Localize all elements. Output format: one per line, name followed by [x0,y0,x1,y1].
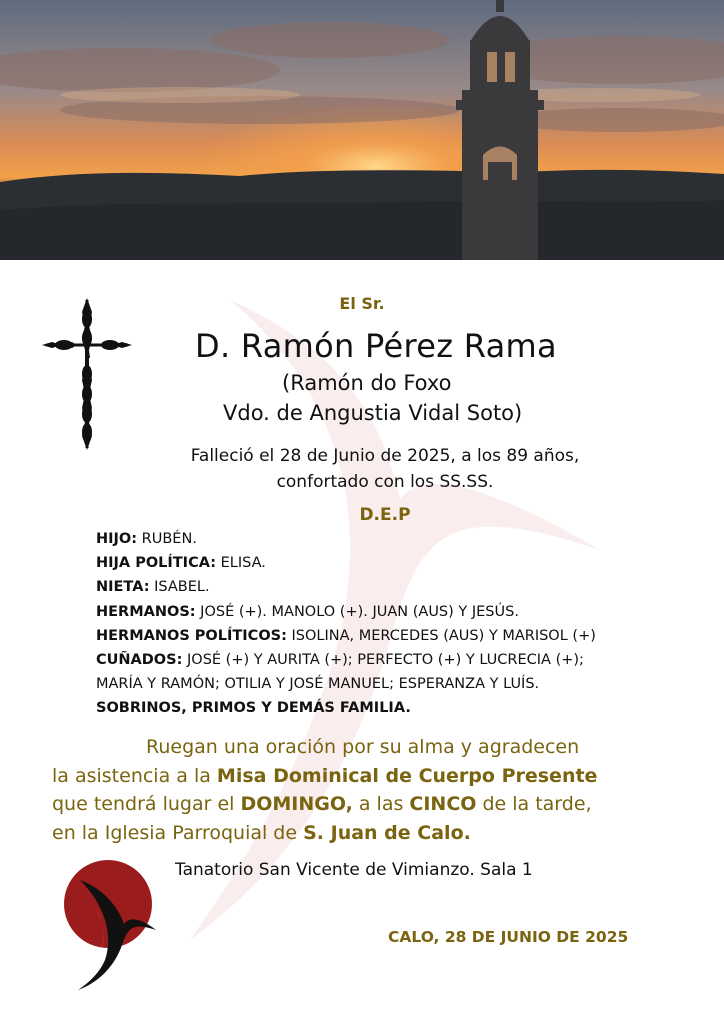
death-info [0,443,724,495]
widower-of: Vdo. de Angustia Vidal Soto) [223,401,523,425]
prayer-line-1: Ruegan una oración por su alma y agradecen [146,736,580,758]
death-line-1: Falleció el 28 de Junio de 2025, a los 89 años, [190,446,580,466]
relative-value: ISABEL. [149,579,210,596]
relative-value: RUBÉN. [137,531,197,547]
mass-hour: CINCO [409,793,477,815]
bird-logo [60,860,160,992]
relative-value: JOSÉ (+) Y AURITA (+); PERFECTO (+) Y LUCRECIA (+); [182,652,584,669]
relative-label: SOBRINOS, PRIMOS Y DEMÁS FAMILIA. [96,700,411,717]
relative-value: ISOLINA, MERCEDES (AUS) Y MARISOL (+) [286,627,596,644]
header-photo [0,0,724,260]
prayer-text-part: en la Iglesia Parroquial de [52,821,304,844]
relative-row [96,575,696,599]
relative-row [96,648,696,672]
prayer-text-part: la asistencia a la [52,764,217,787]
relative-row [96,600,696,624]
deceased-name: D. Ramón Pérez Rama [195,327,557,365]
relative-row [96,624,696,648]
dep-label: D.E.P [359,505,411,525]
cross-icon [42,298,132,450]
relative-row [96,527,696,551]
relative-label: CUÑADOS: [96,652,183,669]
death-line-2: confortado con los SS.SS. [276,472,494,492]
mass-type: Misa Dominical de Cuerpo Presente [216,764,598,787]
relatives-list [96,527,696,721]
relative-label: HERMANOS POLÍTICOS: [96,627,287,644]
place-date: CALO, 28 DE JUNIO DE 2025 [388,928,629,946]
prayer-text-part: que tendrá lugar el [52,793,241,815]
prayer-text-part: de la tarde, [476,793,592,815]
relative-label: HIJA POLÍTICA: [96,555,217,572]
prayer-text [52,733,692,847]
prayer-line-2 [52,762,692,791]
funeral-home: Tanatorio San Vicente de Vimianzo. Sala 1 [175,860,533,880]
relative-row [96,696,696,720]
prayer-line-4 [52,819,692,848]
relative-label: HIJO: [96,531,138,547]
deceased-alias: (Ramón do Foxo [282,371,452,395]
relative-value: ELISA. [216,555,266,572]
church-name: S. Juan de Calo. [303,821,471,844]
prayer-text-part: a las [352,793,410,815]
relative-value: MARÍA Y RAMÓN; OTILIA Y JOSÉ MANUEL; ESPERANZA Y LUÍS. [96,676,540,693]
mass-day: DOMINGO, [240,793,353,815]
relative-row [96,672,696,696]
relative-value: JOSÉ (+). MANOLO (+). JUAN (AUS) Y JESÚS. [195,603,519,620]
honorific: El Sr. [339,294,385,313]
prayer-line-3 [52,790,692,819]
relative-label: NIETA: [96,579,150,596]
relative-row [96,551,696,575]
sunset-bell-tower-photo [0,0,724,260]
relative-label: HERMANOS: [96,603,196,620]
